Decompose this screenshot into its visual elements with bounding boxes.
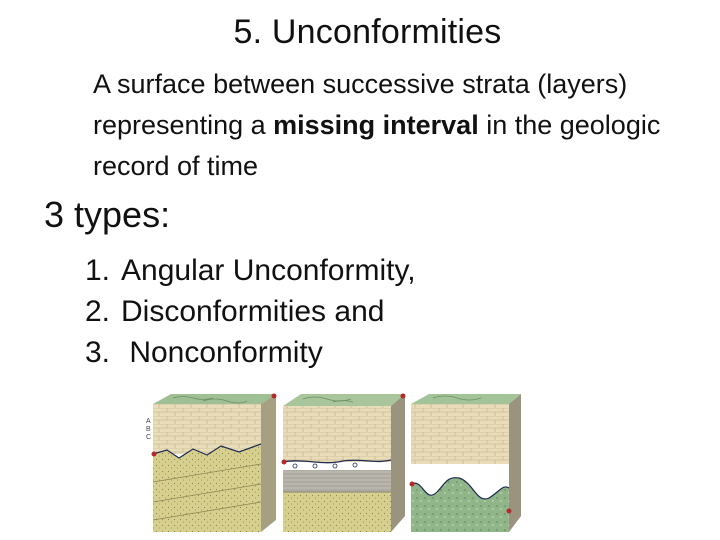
definition-part2: in the geologic record of time [93,110,661,181]
type-label: Nonconformity [121,336,323,369]
block-diagrams-svg [143,392,523,540]
type-number: 3. [85,336,111,369]
disconformity-block [282,394,406,533]
legend-letter-b: B [146,426,151,433]
legend-letter-a: A [146,418,151,425]
types-heading: 3 types: [44,194,171,235]
type-number: 1. [85,254,111,287]
type-item-angular [85,250,416,291]
slide-title: 5. Unconformities [233,13,502,51]
type-label: Disconformities and [121,295,385,328]
type-item-disconformity [85,291,416,332]
angular-unconformity-block [152,394,277,533]
definition-emphasis: missing interval [273,110,479,140]
type-label: Angular Unconformity, [121,254,416,287]
unconformity-diagrams [143,392,523,540]
definition-text [93,64,713,187]
legend-letter-c: C [146,434,152,441]
type-number: 2. [85,295,111,328]
nonconformity-block [410,394,522,532]
types-list [85,250,416,373]
type-item-nonconformity [85,332,416,373]
definition-part1: A surface between successive strata (layers) representing a [93,69,628,140]
